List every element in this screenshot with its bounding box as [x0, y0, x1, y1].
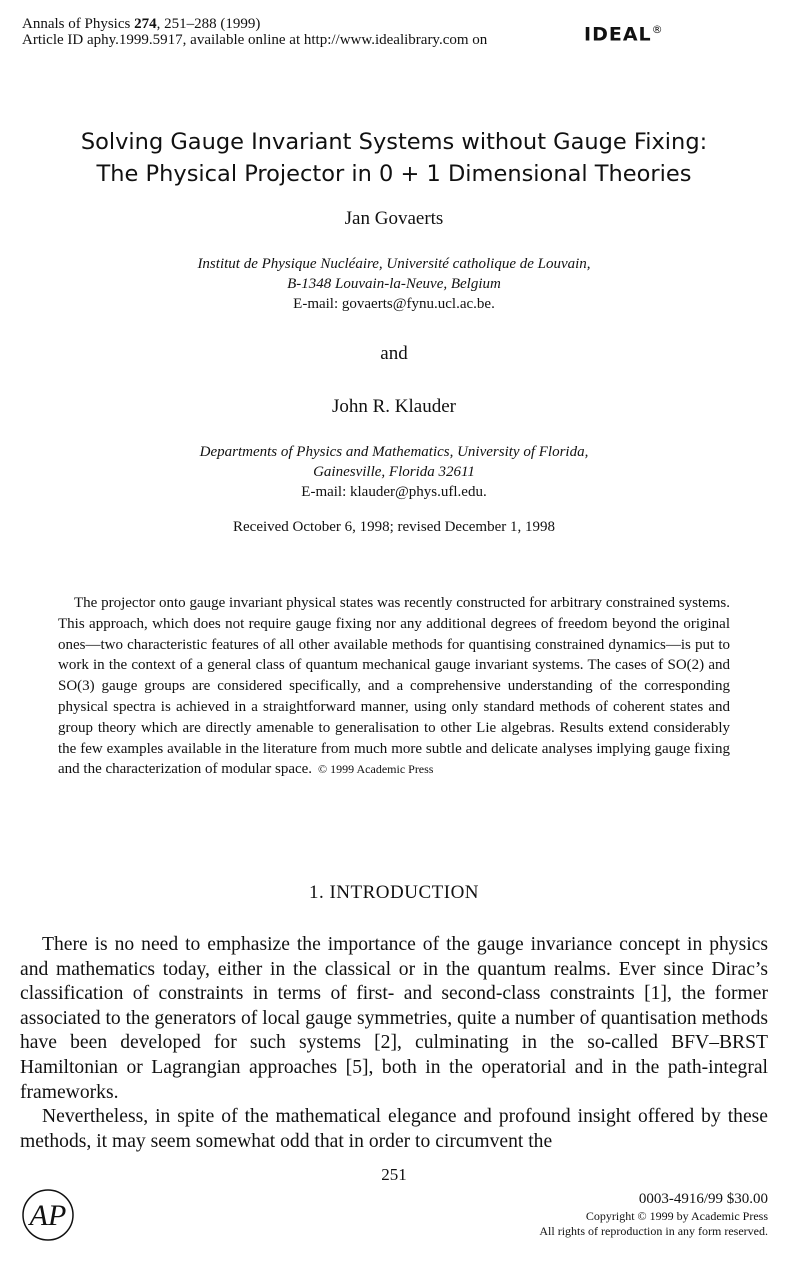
- issn-price: 0003-4916/99 $30.00: [638, 1191, 768, 1207]
- author-1-affiliation: [0, 254, 788, 314]
- ideal-library-logo[interactable]: [584, 23, 664, 45]
- registered-mark: ®: [651, 23, 664, 36]
- abstract: [58, 593, 730, 780]
- ap-logo-text: AP: [29, 1199, 67, 1232]
- and-separator: and: [380, 343, 408, 364]
- author-1-email: E-mail: govaerts@fynu.ucl.ac.be.: [293, 296, 495, 312]
- author-2-affil-line-2: Gainesville, Florida 32611: [313, 464, 475, 480]
- paragraph-2: Nevertheless, in spite of the mathematical elegance and profound insight offered by these methods, it may seem somewhat odd that in order to circumvent the: [20, 1106, 768, 1152]
- journal-name: Annals of Physics: [22, 16, 135, 32]
- title-line-1: Solving Gauge Invariant Systems without Gauge Fixing:: [80, 129, 708, 155]
- author-2-affil-line-1: Departments of Physics and Mathematics, University of Florida,: [199, 444, 589, 460]
- article-id-line: Article ID aphy.1999.5917, available online at http://www.idealibrary.com on: [22, 32, 488, 48]
- journal-header: [22, 16, 487, 48]
- journal-citation: [22, 16, 487, 32]
- author-2-name: John R. Klauder: [331, 396, 456, 417]
- academic-press-logo-icon: [21, 1188, 75, 1242]
- author-2-affiliation: [0, 442, 788, 502]
- author-1-affil-line-2: B-1348 Louvain-la-Neuve, Belgium: [287, 276, 501, 292]
- ideal-logo-text: IDEAL: [584, 23, 652, 46]
- author-1-name: Jan Govaerts: [344, 208, 444, 229]
- page-number: 251: [381, 1165, 407, 1184]
- paragraph-1: There is no need to emphasize the importance of the gauge invariance concept in physics and mathematics today, either in the classical or in the quantum realms. Ever since Dirac’s classification of constraints in terms of first- and second-class constraints [1], the former associated to the generators of local gauge symmetries, quite a number of quantisation methods have been developed for such systems [2], culminating in the so-called BFV–BRST Hamiltonian or Lagrangian approaches [5], both in the operatorial and in the path-integral frameworks.: [20, 934, 768, 1103]
- received-dates: Received October 6, 1998; revised December 1, 1998: [233, 519, 555, 535]
- title-line-2: The Physical Projector in 0 + 1 Dimensional Theories: [96, 161, 692, 187]
- footer: [539, 1189, 768, 1239]
- paper-title: [0, 126, 788, 190]
- section-heading: 1. INTRODUCTION: [308, 882, 480, 903]
- abstract-copyright: © 1999 Academic Press: [318, 762, 434, 777]
- journal-volume: 274: [134, 16, 157, 32]
- author-2-email: E-mail: klauder@phys.ufl.edu.: [301, 484, 487, 500]
- journal-pages: , 251–288 (1999): [156, 16, 261, 32]
- body-text: [20, 933, 768, 1154]
- author-1-affil-line-1: Institut de Physique Nucléaire, Université catholique de Louvain,: [197, 256, 591, 272]
- abstract-text: The projector onto gauge invariant physical states was recently constructed for arbitrary constrained systems. This approach, which does not require gauge fixing nor any additional degrees of freedom beyond the original ones—two characteristic features of all other available methods for quantising constrained dynamics—is put to work in the context of a general class of quantum mechanical gauge invariant systems. The cases of SO(2) and SO(3) gauge groups are considered specifically, and a comprehensive understanding of the corresponding physical spectra is achieved in a straightforward manner, using only standard methods of coherent states and group theory which are directly amenable to generalisation to other Lie algebras. Results extend considerably the few examples available in the literature from much more subtle and delicate analyses implying gauge fixing and the characterization of modular space.: [58, 595, 730, 778]
- footer-copyright: Copyright © 1999 by Academic Press: [585, 1209, 768, 1223]
- footer-rights: All rights of reproduction in any form reserved.: [539, 1224, 768, 1238]
